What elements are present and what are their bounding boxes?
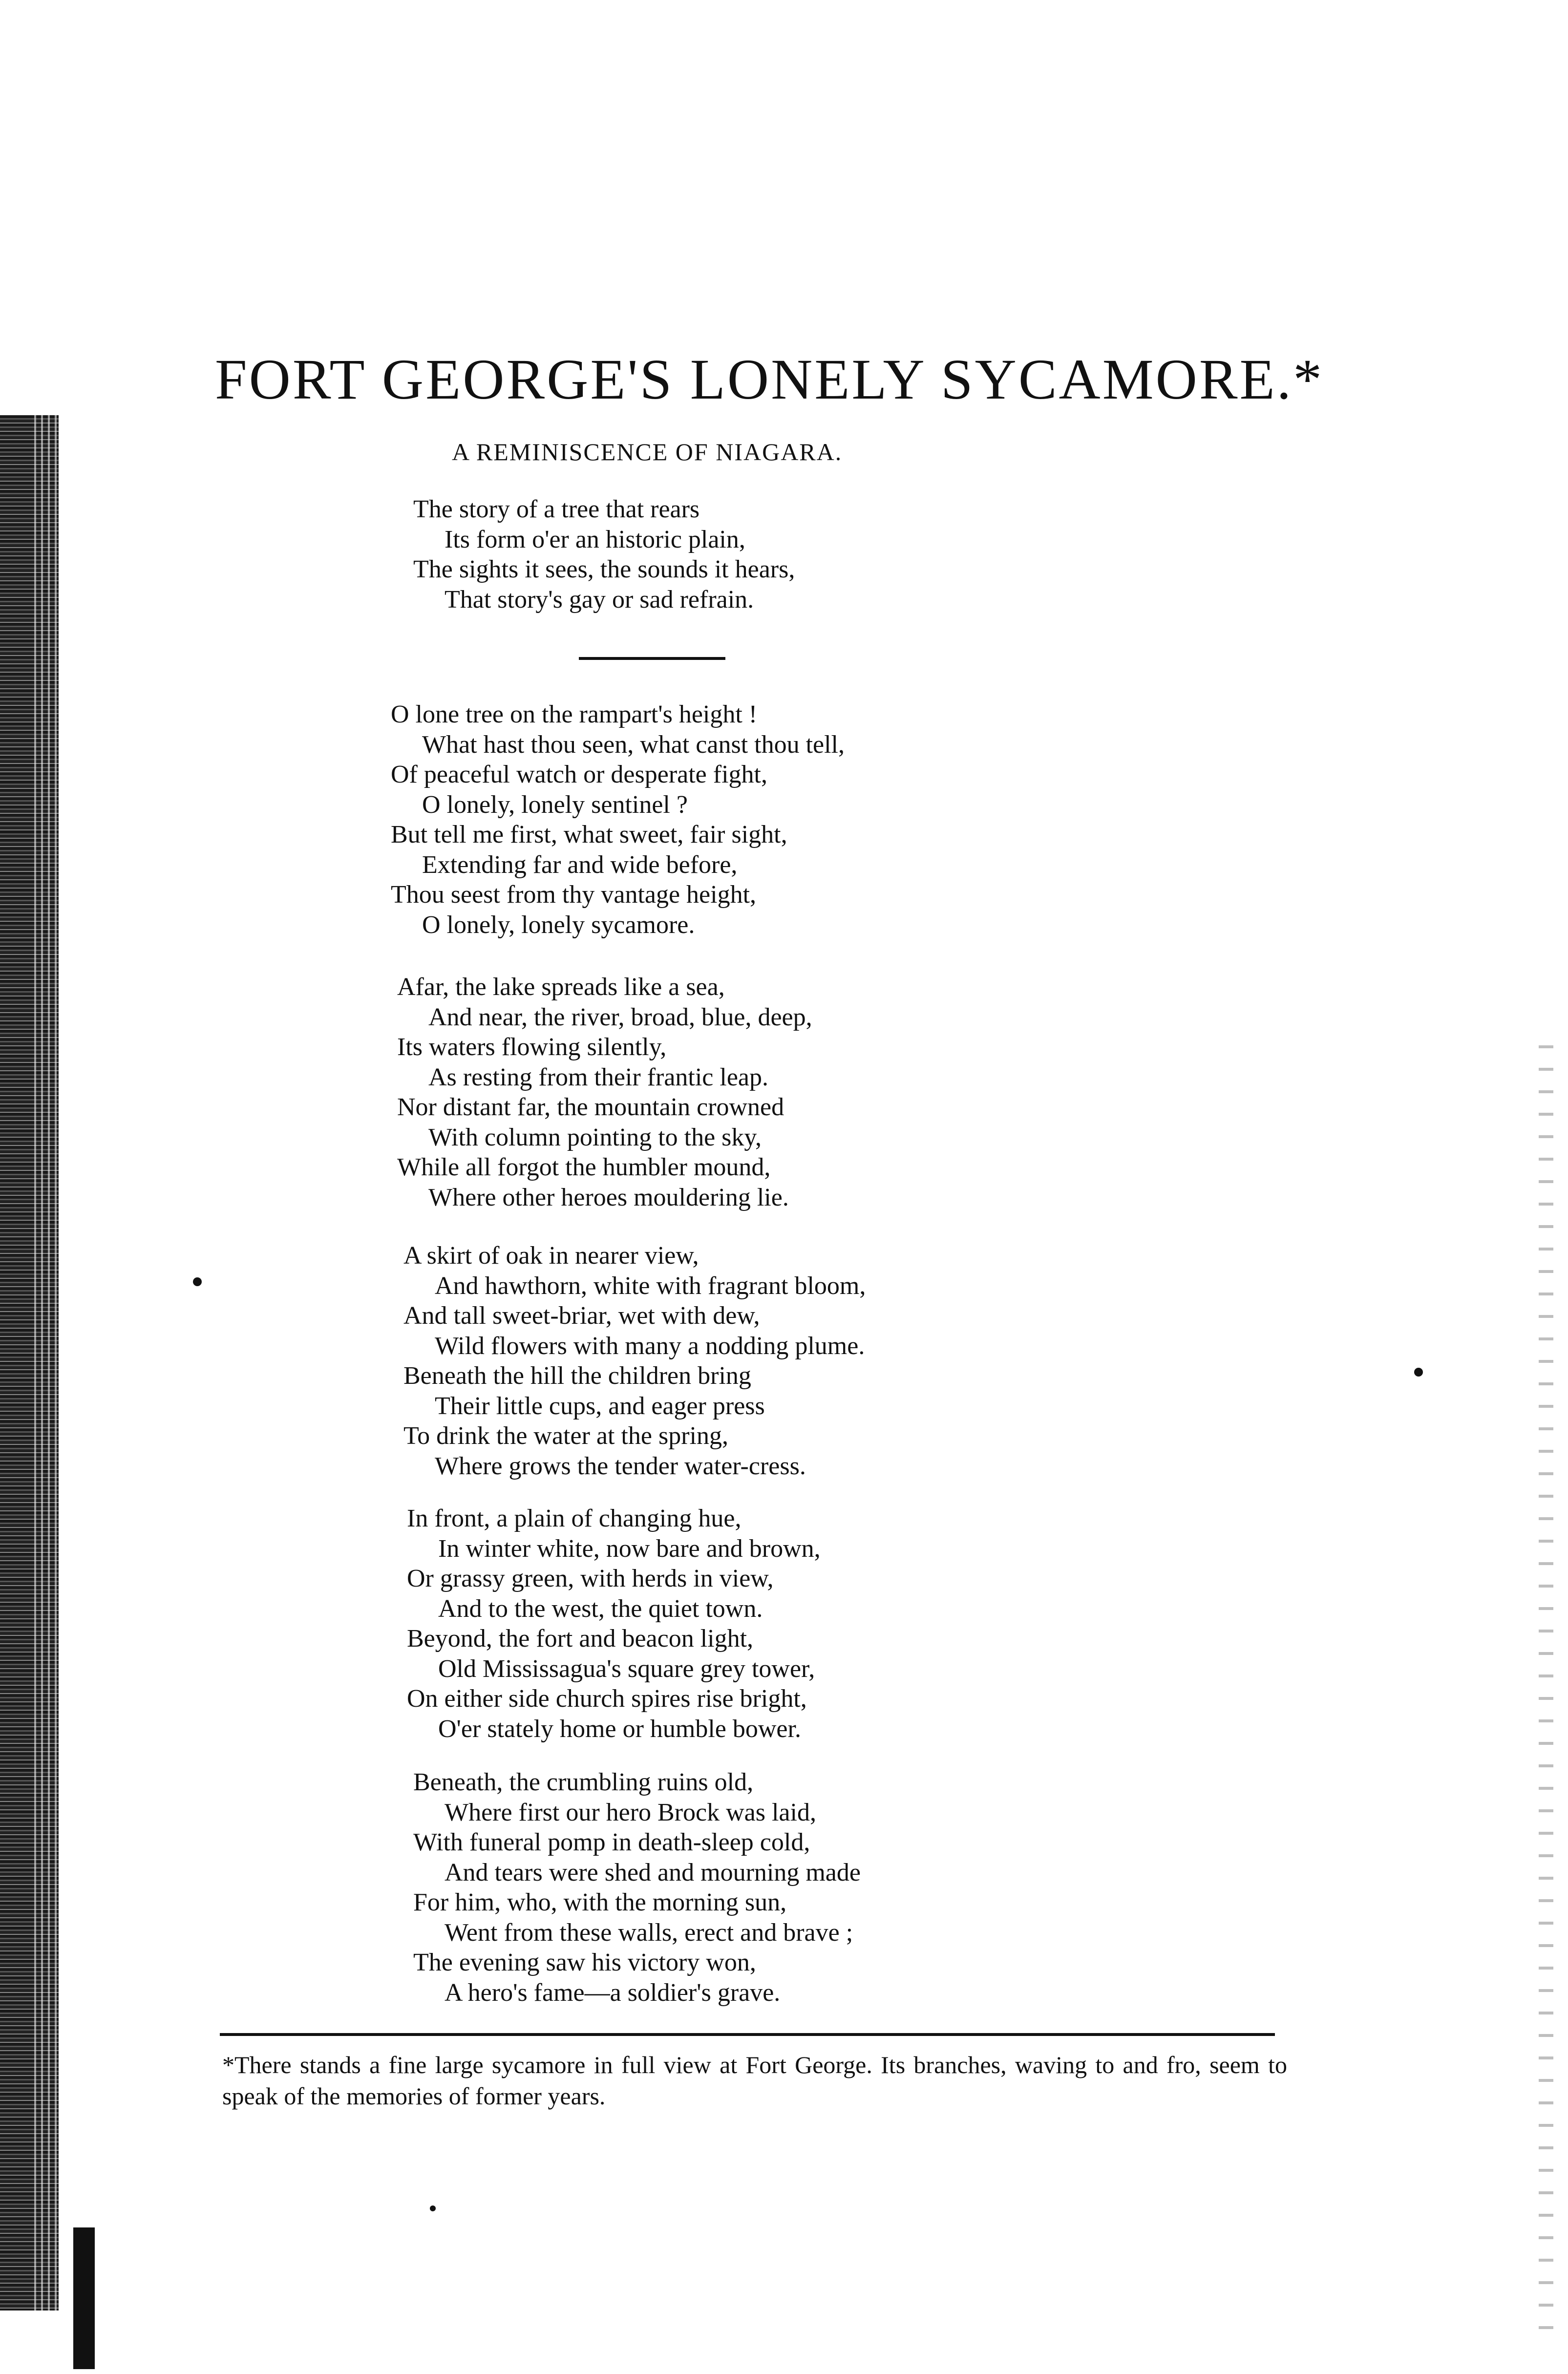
verse-line: Its waters flowing silently, — [397, 1033, 667, 1061]
verse-line: In winter white, now bare and brown, — [438, 1534, 821, 1563]
verse-line: With column pointing to the sky, — [428, 1123, 762, 1151]
verse-line: Its form o'er an historic plain, — [445, 525, 745, 553]
scan-binding-edge — [0, 415, 59, 2310]
verse-line: The evening saw his victory won, — [413, 1949, 756, 1976]
section-divider — [579, 657, 725, 660]
verse-line: A hero's fame—a soldier's grave. — [445, 1978, 781, 2007]
verse-line: Or grassy green, with herds in view, — [407, 1565, 774, 1592]
verse-line: Nor distant far, the mountain crowned — [397, 1093, 784, 1121]
verse-line: And to the west, the quiet town. — [438, 1594, 763, 1623]
verse-line: Thou seest from thy vantage height, — [391, 881, 757, 909]
stanza-1 — [391, 699, 845, 940]
stanza-5 — [413, 1767, 861, 2008]
stanza-2 — [397, 972, 812, 1212]
verse-line: Where other heroes mouldering lie. — [428, 1183, 789, 1211]
verse-line: While all forgot the humbler mound, — [397, 1153, 771, 1181]
verse-line: Where first our hero Brock was laid, — [445, 1798, 816, 1826]
verse-line: Old Mississagua's square grey tower, — [438, 1654, 815, 1683]
verse-line: As resting from their frantic leap. — [428, 1063, 768, 1091]
verse-line: Beneath, the crumbling ruins old, — [413, 1768, 754, 1796]
verse-line: That story's gay or sad refrain. — [445, 585, 754, 614]
footnote-rule — [220, 2033, 1275, 2036]
verse-line: Wild flowers with many a nodding plume. — [435, 1332, 865, 1360]
verse-line: O lonely, lonely sycamore. — [422, 911, 695, 939]
verse-line: The story of a tree that rears — [413, 495, 700, 523]
verse-line: Beyond, the fort and beacon light, — [407, 1625, 754, 1653]
verse-line: In front, a plain of changing hue, — [407, 1505, 742, 1532]
verse-line: What hast thou seen, what canst thou tell, — [422, 730, 845, 759]
verse-line: And tall sweet-briar, wet with dew, — [403, 1302, 760, 1330]
verse-line: Afar, the lake spreads like a sea, — [397, 973, 725, 1001]
verse-line: Where grows the tender water-cress. — [435, 1452, 806, 1480]
poem-subtitle: A REMINISCENCE OF NIAGARA. — [452, 438, 843, 466]
verse-line: But tell me first, what sweet, fair sight, — [391, 821, 787, 848]
scan-edge-noise — [1539, 1026, 1553, 2345]
verse-line: For him, who, with the morning sun, — [413, 1888, 787, 1916]
scan-speck — [1414, 1368, 1423, 1377]
verse-line: And tears were shed and mourning made — [445, 1858, 861, 1886]
verse-line: Their little cups, and eager press — [435, 1392, 765, 1420]
scan-binding-tail — [73, 2227, 95, 2369]
verse-line: The sights it sees, the sounds it hears, — [413, 555, 795, 583]
poem-title: FORT GEORGE'S LONELY SYCAMORE.* — [215, 347, 1324, 411]
verse-line: And hawthorn, white with fragrant bloom, — [435, 1272, 866, 1300]
scan-speck — [193, 1277, 202, 1286]
verse-line: Extending far and wide before, — [422, 850, 738, 879]
verse-line: A skirt of oak in nearer view, — [403, 1242, 699, 1270]
scan-speck — [430, 2205, 436, 2211]
verse-line: And near, the river, broad, blue, deep, — [428, 1003, 812, 1031]
stanza-4 — [407, 1504, 821, 1744]
prologue-stanza — [413, 494, 795, 615]
verse-line: Of peaceful watch or desperate fight, — [391, 761, 767, 788]
verse-line: O lonely, lonely sentinel ? — [422, 790, 688, 819]
verse-line: O'er stately home or humble bower. — [438, 1715, 801, 1743]
verse-line: On either side church spires rise bright, — [407, 1685, 807, 1713]
footnote: *There stands a fine large sycamore in full view at Fort George. Its branches, waving to and fro, seem to speak of the memories of former years. — [222, 2051, 1287, 2110]
verse-line: Beneath the hill the children bring — [403, 1362, 751, 1390]
verse-line: With funeral pomp in death-sleep cold, — [413, 1828, 810, 1856]
verse-line: To drink the water at the spring, — [403, 1422, 728, 1450]
verse-line: Went from these walls, erect and brave ; — [445, 1918, 853, 1947]
verse-line: O lone tree on the rampart's height ! — [391, 700, 758, 728]
stanza-3 — [403, 1241, 866, 1481]
